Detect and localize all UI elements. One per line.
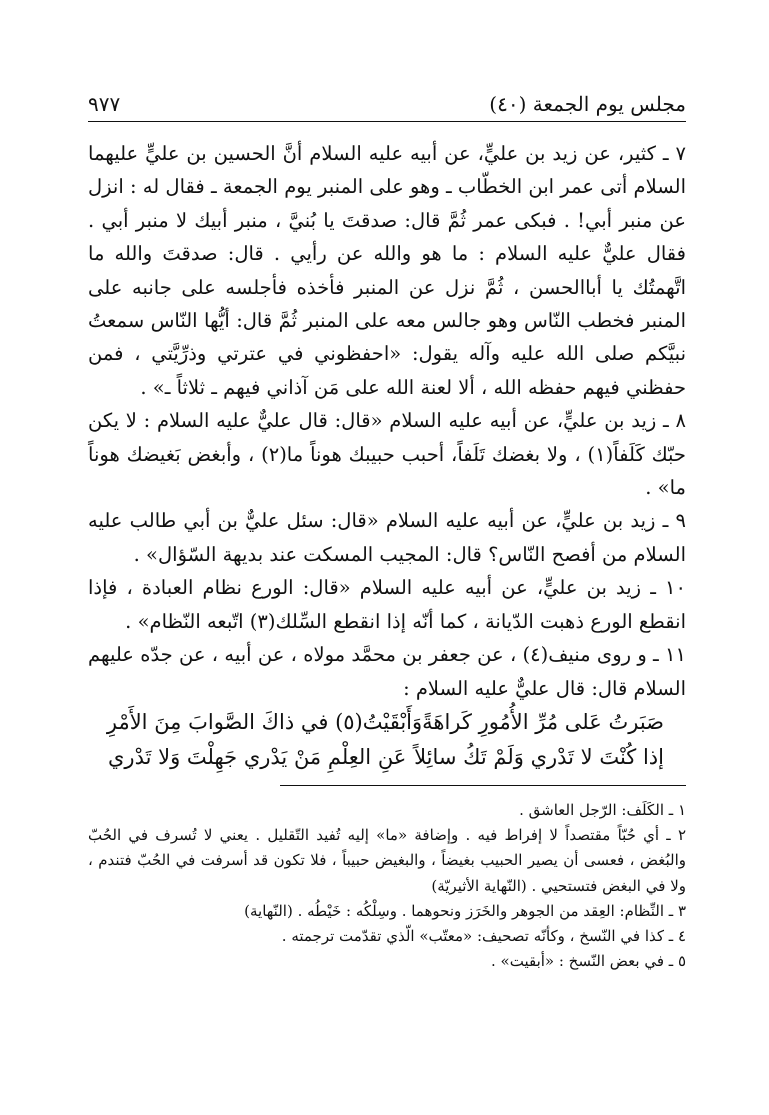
verse-1-second-hemistich: وَأَبْقَيْتُ(٥) في ذاكَ الصَّوابَ مِنَ الأَمْرِ xyxy=(106,709,423,734)
header-divider xyxy=(88,121,686,122)
poem xyxy=(108,705,664,775)
verse-2-second-hemistich: عَنِ العِلْمِ مَنْ يَدْري جَهِلْتَ وَلا تَدْري xyxy=(108,744,407,769)
hadith-8-paragraph: ٨ ـ زيد بن عليٍّ، عن أبيه عليه السلام «قال: قال عليٌّ عليه السلام : لا يكن حبّك كَلَفاً(١) ، ولا بغضك تَلَفاً، أحبب حبيبك هوناً ما(٢) ، وأبغض بَغيضك هوناً ما» . xyxy=(88,409,686,500)
poem-verse-2 xyxy=(108,740,664,775)
verse-2-first-hemistich: إذا كُنْتَ لا تَدْري وَلَمْ تَكُ سائِلاً xyxy=(414,744,664,769)
page-number: ٩٧٧ xyxy=(88,92,121,116)
footnote-divider xyxy=(280,785,686,786)
footnote-2: ٢ ـ أي حُبّاً مقتصداً لا إفراط فيه . وإضافة «ما» إليه تُفيد التّقليل . يعني لا تُسرف في الحُبّ والبُغض ، فعسى أن يصير الحبيب بغيضاً ، والبغيض حبيباً ، فلا تكون قد أسرفت في الحُبّ فتندم ، ولا في البغض فتستحيي . (النّهاية الأثيريّة) xyxy=(88,826,686,895)
footnote-5: ٥ ـ في بعض النّسخ : «أبقيت» . xyxy=(491,952,686,971)
hadith-9-paragraph: ٩ ـ زيد بن عليٍّ، عن أبيه عليه السلام «قال: سئل عليٌّ بن أبي طالب عليه السلام من أفصح النّاس؟ قال: المجيب المسكت عند بديهة السّؤال» . xyxy=(88,509,686,566)
running-head xyxy=(88,82,686,116)
verse-1-first-hemistich: صَبَرتُ عَلى مُرِّ الأُمُورِ كَراهَةً xyxy=(422,709,664,734)
footnotes xyxy=(88,798,686,974)
chapter-title: مجلس يوم الجمعة (٤٠) xyxy=(489,92,686,116)
main-text xyxy=(88,137,686,775)
hadith-10-paragraph: ١٠ ـ زيد بن عليٍّ، عن أبيه عليه السلام «قال: الورع نظام العبادة ، فإذا انقطع الورع ذهبت الدّيانة ، كما أنّه إذا انقطع السِّلك(٣) اتّبعه النّظام» . xyxy=(88,576,686,633)
footnote-3: ٣ ـ النِّظام: العِقد من الجوهر والخَرَز ونحوهما . وسِلْكُه : خَيْطُه . (النّهاية) xyxy=(244,901,686,920)
footnote-4: ٤ ـ كذا في النّسخ ، وكأنّه تصحيف: «معتّب» الّذي تقدّمت ترجمته . xyxy=(281,927,686,946)
hadith-7-paragraph: ٧ ـ كثير، عن زيد بن عليٍّ، عن أبيه عليه السلام أنَّ الحسين بن عليٍّ عليهما السلام أتى عمر ابن الخطّاب ـ وهو على المنبر يوم الجمعة ـ فقال له : انزل عن منبر أبي! . فبكى عمر ثُمَّ قال: صدقتَ يا بُنيَّ ، منبر أبيك لا منبر أبي . فقال عليٌّ عليه السلام : ما هو والله عن رأيي . قال: صدقتَ والله ما اتَّهمتُك يا أباالحسن ، ثُمَّ نزل عن المنبر فأخذه فأجلسه على جانبه على المنبر فخطب النّاس وهو جالس معه على المنبر ثُمَّ قال: أيُّها النّاس سمعتُ نبيَّكم صلى الله عليه وآله يقول: «احفظوني في عترتي وذرِّيَّتي ، فمن حفظني فيهم حفظه الله ، ألا لعنة الله على مَن آذاني فيهم ـ ثلاثاً ـ» . xyxy=(88,142,686,399)
hadith-11-paragraph: ١١ ـ و روى منيف(٤) ، عن جعفر بن محمَّد مولاه ، عن أبيه ، عن جدّه عليهم السلام قال: قال عليٌّ عليه السلام : xyxy=(88,643,686,700)
poem-verse-1 xyxy=(108,705,664,740)
footnote-1: ١ ـ الكَلَف: الرّجل العاشق . xyxy=(519,801,686,819)
